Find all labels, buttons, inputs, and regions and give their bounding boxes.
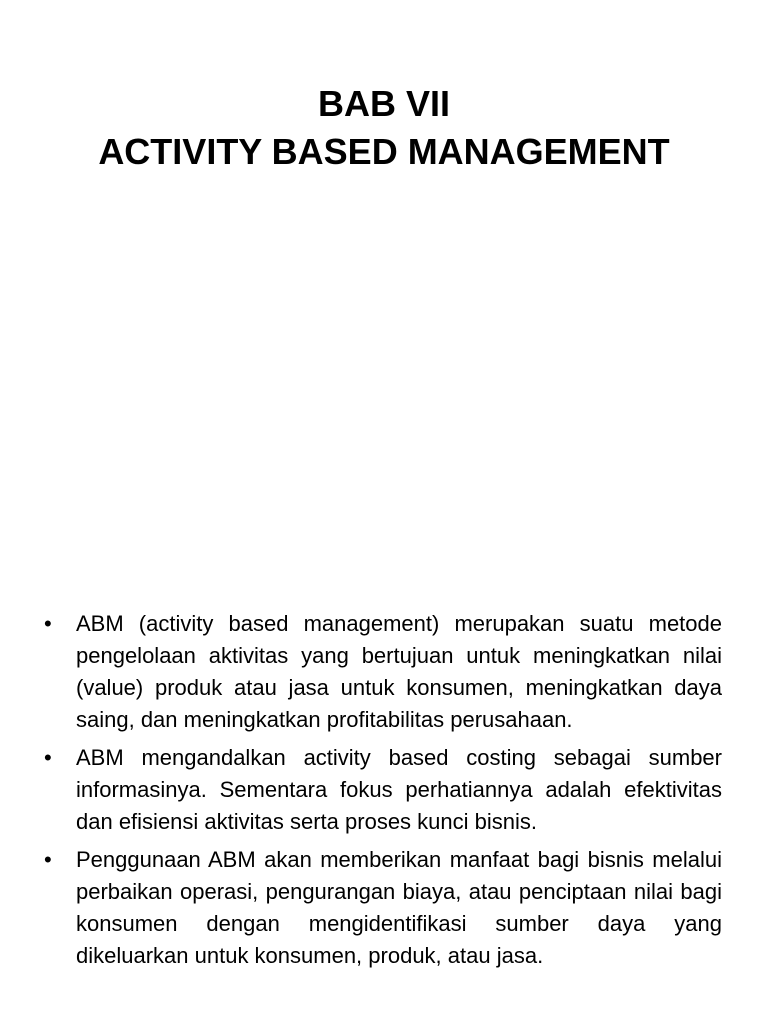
bullet-item xyxy=(42,844,722,972)
bullet-text: ABM (activity based management) merupakan suatu metode pengelolaan aktivitas yang bertujuan untuk meningkatkan nilai (value) produk atau jasa untuk konsumen, meningkatkan daya saing, dan meningkatkan profitabilitas perusahaan. xyxy=(76,611,722,732)
title-topic: ACTIVITY BASED MANAGEMENT xyxy=(98,131,670,172)
bullet-list xyxy=(42,608,722,978)
bullet-item xyxy=(42,742,722,838)
bullet-icon: • xyxy=(44,611,52,636)
bullet-icon: • xyxy=(44,847,52,872)
bullet-item xyxy=(42,608,722,736)
bullet-text: Penggunaan ABM akan memberikan manfaat bagi bisnis melalui perbaikan operasi, pengurangan biaya, atau penciptaan nilai bagi konsumen dengan mengidentifikasi sumber daya yang dikeluarkan untuk konsumen, produk, atau jasa. xyxy=(76,847,722,968)
slide-title xyxy=(0,80,768,176)
bullet-text: ABM mengandalkan activity based costing sebagai sumber informasinya. Sementara fokus perhatiannya adalah efektivitas dan efisiensi aktivitas serta proses kunci bisnis. xyxy=(76,745,722,834)
title-chapter: BAB VII xyxy=(317,83,450,124)
bullet-icon: • xyxy=(44,745,52,770)
